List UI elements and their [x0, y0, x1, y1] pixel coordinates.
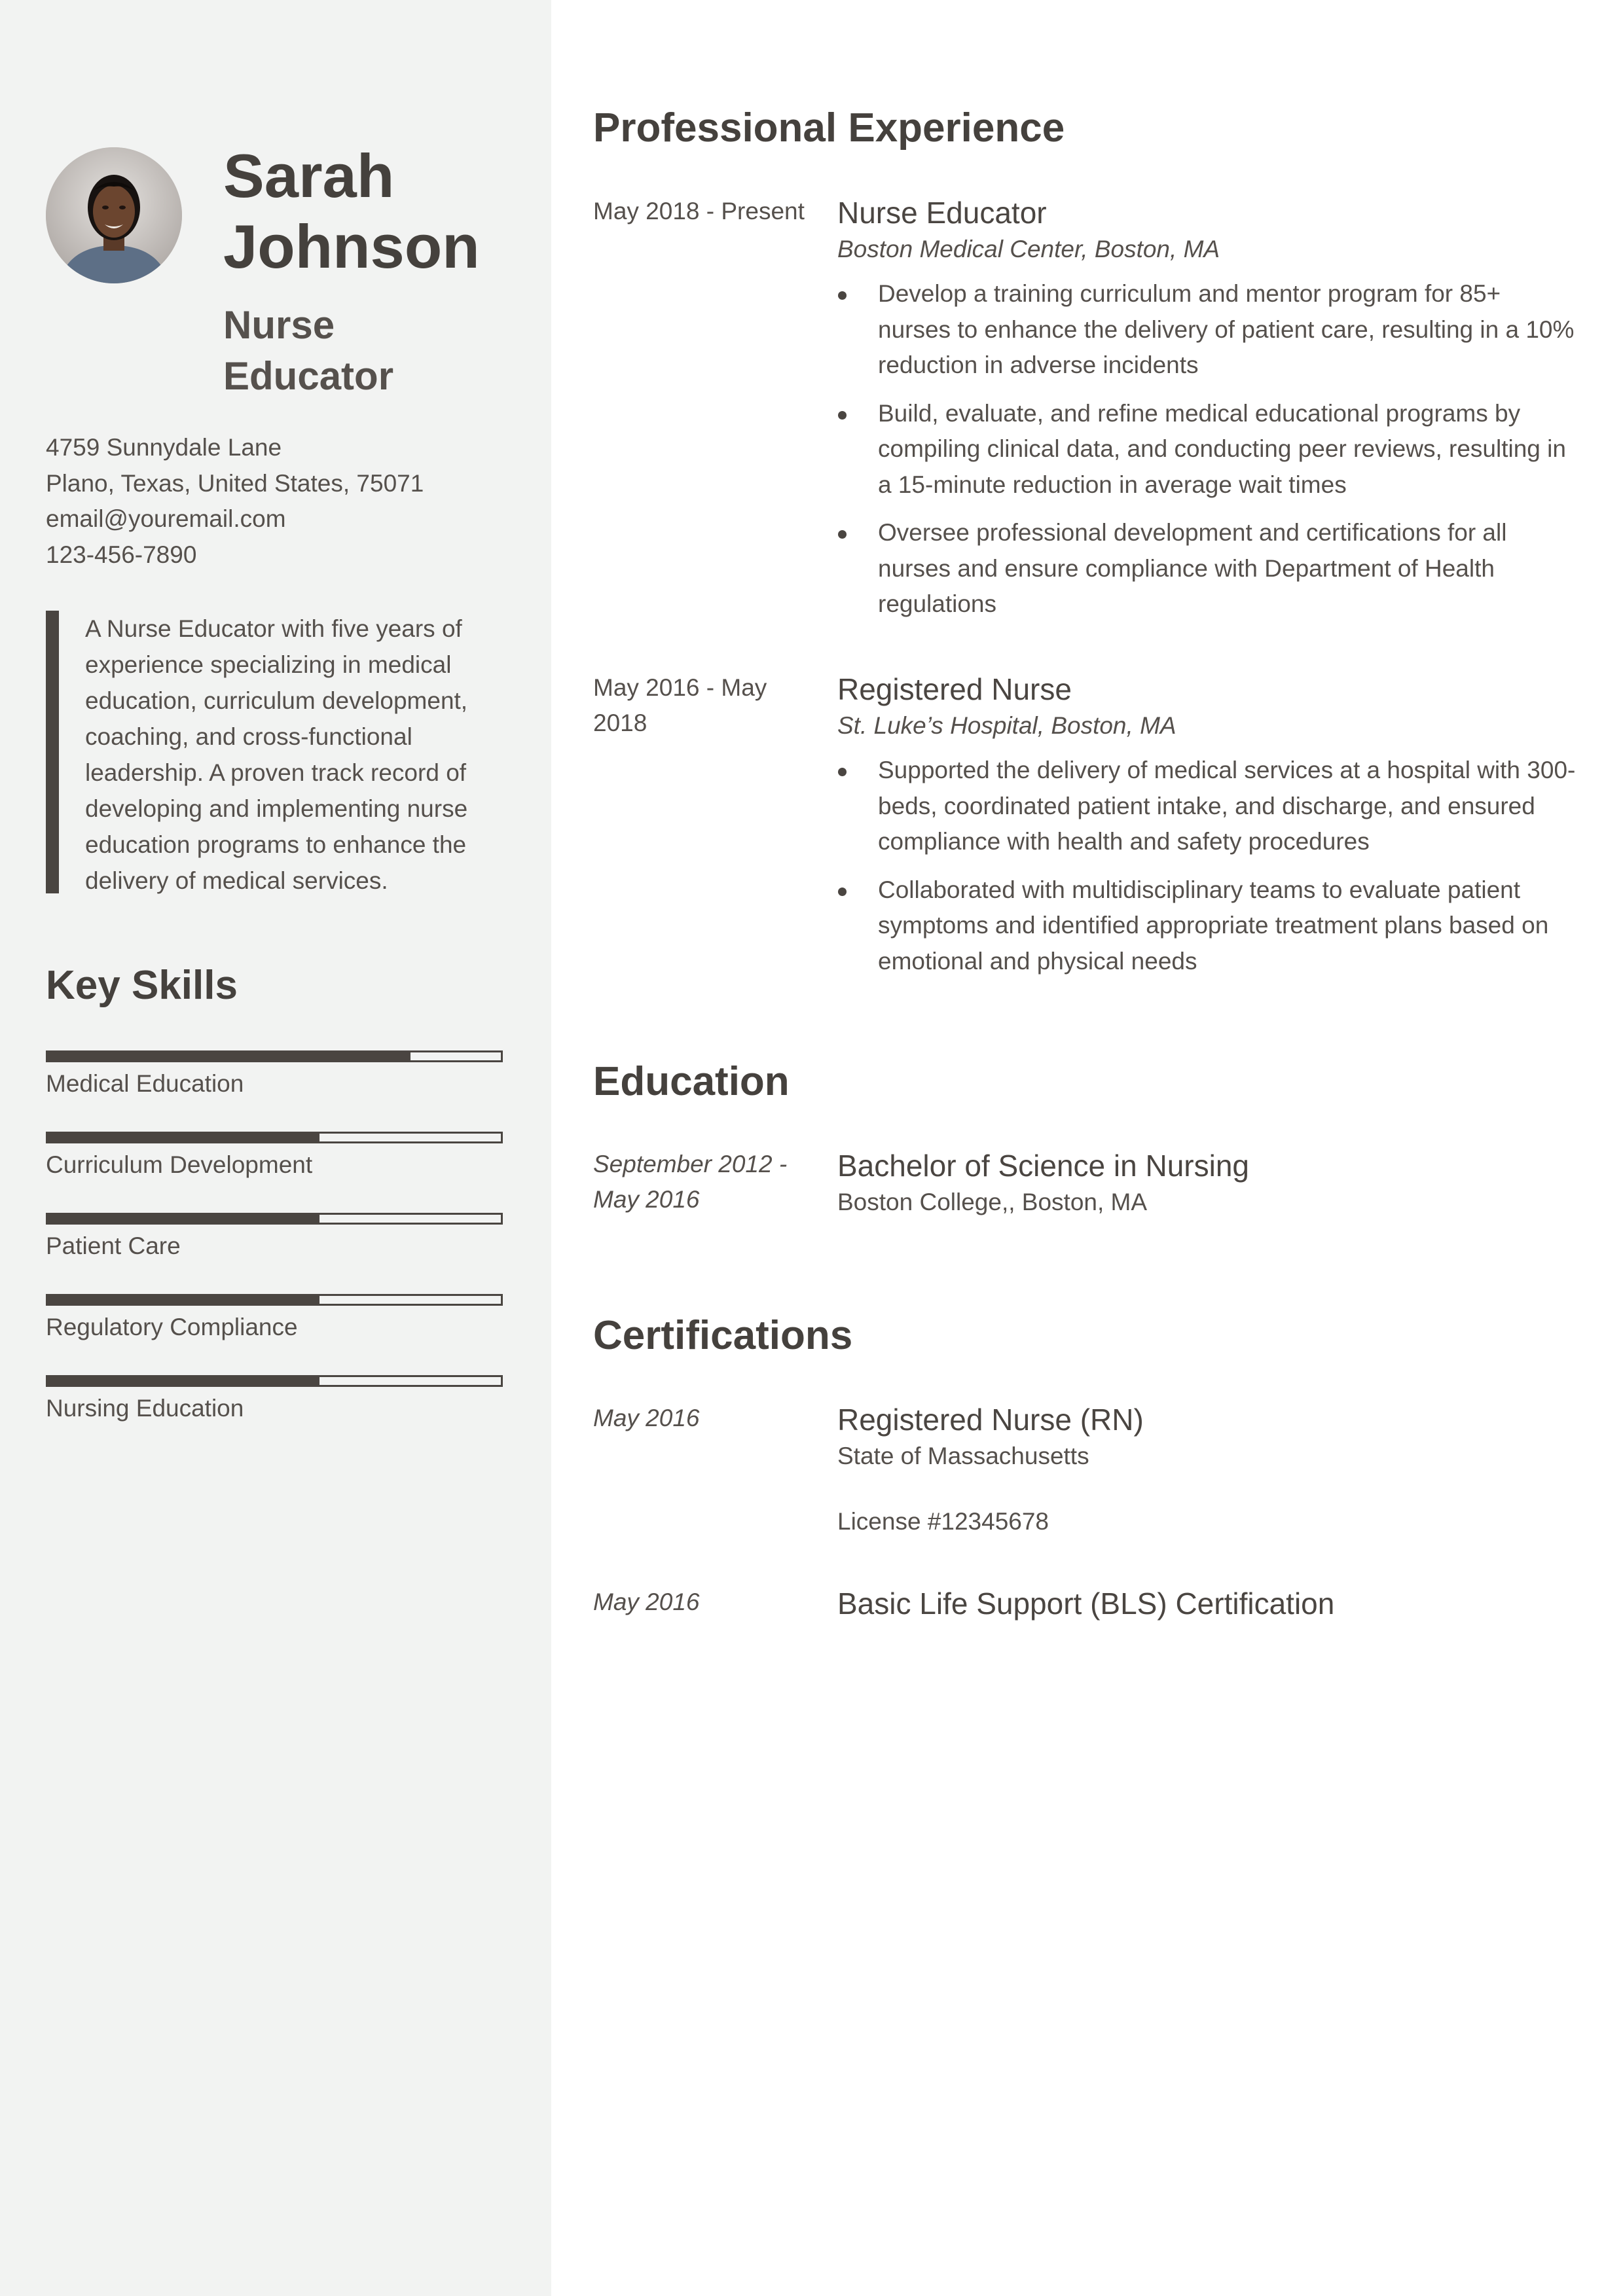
certification-details — [837, 1401, 1577, 1539]
education-heading: Education — [593, 1059, 790, 1104]
job-title-line1: Nurse — [223, 303, 335, 347]
skill-item — [46, 1375, 504, 1441]
skill-item — [46, 1050, 504, 1116]
skill-label: Medical Education — [46, 1070, 244, 1097]
skill-label: Curriculum Development — [46, 1151, 313, 1178]
bullet-item — [837, 872, 1577, 980]
job-dates: May 2018 - Present — [593, 198, 805, 224]
bullet-dot-icon — [838, 411, 847, 420]
bullet-item — [837, 396, 1577, 503]
summary-block — [46, 611, 504, 893]
job-title — [223, 300, 524, 402]
job-title-line2: Educator — [223, 354, 394, 398]
summary-accent-bar — [46, 611, 59, 893]
skill-bar — [46, 1213, 503, 1225]
bullet-item — [837, 753, 1577, 860]
profile-photo — [46, 147, 182, 283]
job-role: Nurse Educator — [837, 196, 1047, 230]
skill-bar-fill — [48, 1296, 319, 1304]
phone[interactable]: 123-456-7890 — [46, 541, 197, 568]
job-org: St. Luke’s Hospital, Boston, MA — [837, 712, 1176, 739]
address-line2: Plano, Texas, United States, 75071 — [46, 469, 424, 497]
skill-bar — [46, 1375, 503, 1387]
bullet-text: Collaborated with multidisciplinary teams to evaluate patient symptoms and identified appropriate treatment plans based on emotional and physical needs — [878, 876, 1549, 975]
skill-item — [46, 1294, 504, 1359]
certification-issuer: State of Massachusetts — [837, 1443, 1089, 1469]
candidate-name — [223, 141, 524, 282]
job-details — [837, 670, 1577, 992]
certification-date: May 2016 — [593, 1588, 700, 1615]
summary-text: A Nurse Educator with five years of experience specializing in medical education, curriculum development, coaching, and cross-functional leadership. A proven track record of developing and implementing nurse education programs to enhance the delivery of medical services. — [85, 615, 468, 894]
bullet-text: Oversee professional development and certifications for all nurses and ensure compliance with Department of Health regulations — [878, 519, 1507, 617]
bullet-dot-icon — [838, 768, 847, 776]
job-bullets — [837, 276, 1577, 622]
skill-bar — [46, 1050, 503, 1062]
skill-bar-fill — [48, 1134, 319, 1141]
certification-details — [837, 1585, 1577, 1623]
bullet-text: Develop a training curriculum and mentor program for 85+ nurses to enhance the delivery of patient care, resulting in a 10% reduction in adverse incidents — [878, 280, 1575, 378]
job-dates: May 2016 - May 2018 — [593, 674, 767, 736]
skill-bar-fill — [48, 1215, 319, 1223]
sidebar — [0, 0, 551, 2296]
skill-item — [46, 1213, 504, 1278]
contact-info — [46, 430, 530, 573]
job-details — [837, 194, 1577, 635]
bullet-dot-icon — [838, 530, 847, 539]
skill-bar-fill — [48, 1377, 319, 1385]
school: Boston College,, Boston, MA — [837, 1189, 1148, 1215]
certification-name: Registered Nurse (RN) — [837, 1403, 1144, 1437]
bullet-dot-icon — [838, 888, 847, 896]
job-role: Registered Nurse — [837, 672, 1072, 706]
first-name: Sarah — [223, 141, 395, 210]
education-details — [837, 1147, 1577, 1220]
skill-bar — [46, 1132, 503, 1143]
bullet-dot-icon — [838, 291, 847, 300]
certifications-heading: Certifications — [593, 1313, 853, 1358]
certification-license: License #12345678 — [837, 1508, 1049, 1535]
bullet-text: Build, evaluate, and refine medical educational programs by compiling clinical data, and conducting peer reviews, resulting in a 15-minute reduction in average wait times — [878, 399, 1566, 498]
email[interactable]: email@youremail.com — [46, 505, 286, 532]
job-org: Boston Medical Center, Boston, MA — [837, 236, 1220, 262]
profile-photo-image — [46, 147, 182, 283]
bullet-item — [837, 276, 1577, 384]
degree: Bachelor of Science in Nursing — [837, 1149, 1249, 1183]
certification-date: May 2016 — [593, 1405, 700, 1431]
job-bullets — [837, 753, 1577, 979]
skills-heading: Key Skills — [46, 963, 238, 1008]
skill-label: Nursing Education — [46, 1395, 244, 1422]
skill-label: Patient Care — [46, 1232, 181, 1259]
skill-item — [46, 1132, 504, 1197]
education-dates: September 2012 - May 2016 — [593, 1151, 788, 1213]
bullet-text: Supported the delivery of medical services at a hospital with 300-beds, coordinated patient intake, and discharge, and ensured compliance with health and safety procedures — [878, 757, 1576, 855]
certification-name: Basic Life Support (BLS) Certification — [837, 1587, 1335, 1621]
address-line1: 4759 Sunnydale Lane — [46, 434, 282, 461]
bullet-item — [837, 515, 1577, 622]
last-name: Johnson — [223, 212, 480, 281]
skill-bar — [46, 1294, 503, 1306]
skill-label: Regulatory Compliance — [46, 1314, 298, 1340]
experience-heading: Professional Experience — [593, 105, 1065, 151]
skill-bar-fill — [48, 1052, 410, 1060]
